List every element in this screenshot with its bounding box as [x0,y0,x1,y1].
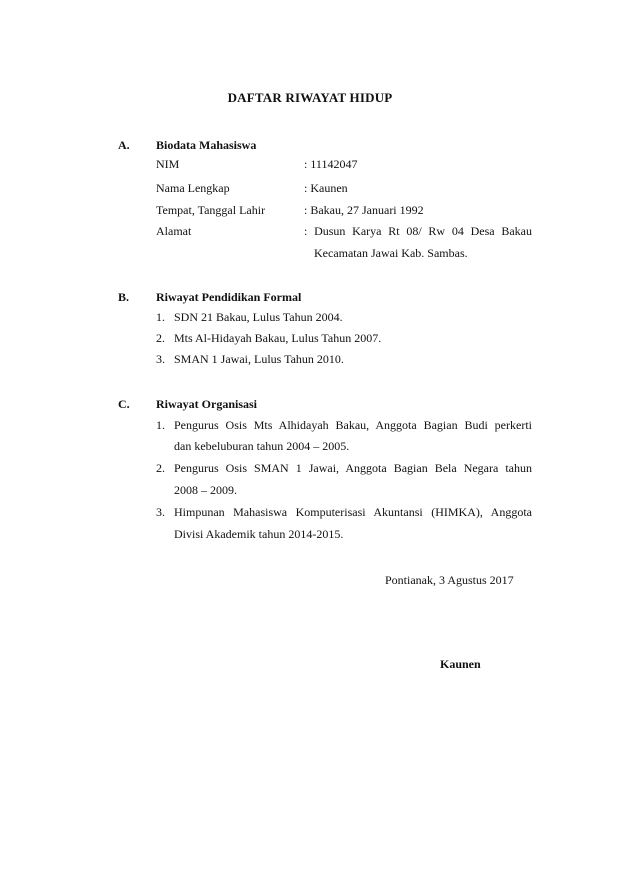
organization-item-number: 2. [156,461,165,475]
organization-item-line2: dan kebeluburan tahun 2004 – 2005. [174,439,350,453]
address-label: Alamat [156,224,192,238]
organization-item-line1: Himpunan Mahasiswa Komputerisasi Akuntansi (HIMKA), Anggota [174,505,532,519]
education-item-number: 1. [156,310,165,324]
full-name-value: : Kaunen [304,181,348,195]
organization-item-line2: Divisi Akademik tahun 2014-2015. [174,527,344,541]
education-item-number: 2. [156,331,165,345]
section-c-letter: C. [118,397,130,411]
organization-item-line1: Pengurus Osis SMAN 1 Jawai, Anggota Bagian Bela Negara tahun [174,461,532,475]
section-a-letter: A. [118,138,130,152]
section-b-heading: Riwayat Pendidikan Formal [156,290,302,304]
birth-value: : Bakau, 27 Januari 1992 [304,203,424,217]
section-b-letter: B. [118,290,130,304]
organization-item-number: 3. [156,505,165,519]
section-a-heading: Biodata Mahasiswa [156,138,257,152]
education-item: SDN 21 Bakau, Lulus Tahun 2004. [174,310,343,324]
signature-name: Kaunen [440,657,481,671]
organization-item-line1: Pengurus Osis Mts Alhidayah Bakau, Anggota Bagian Budi perkerti [174,418,532,432]
education-item: SMAN 1 Jawai, Lulus Tahun 2010. [174,352,344,366]
section-c-heading: Riwayat Organisasi [156,397,258,411]
nim-label: NIM [156,157,180,171]
full-name-label: Nama Lengkap [156,181,230,195]
nim-value: : 11142047 [304,157,358,171]
education-item-number: 3. [156,352,165,366]
document-title: DAFTAR RIWAYAT HIDUP [227,90,393,105]
place-and-date: Pontianak, 3 Agustus 2017 [385,573,514,587]
education-item: Mts Al-Hidayah Bakau, Lulus Tahun 2007. [174,331,382,345]
address-value-line2: Kecamatan Jawai Kab. Sambas. [314,246,468,260]
organization-item-line2: 2008 – 2009. [174,483,237,497]
address-value-line1: : Dusun Karya Rt 08/ Rw 04 Desa Bakau [304,224,532,238]
organization-item-number: 1. [156,418,165,432]
birth-label: Tempat, Tanggal Lahir [156,203,266,217]
